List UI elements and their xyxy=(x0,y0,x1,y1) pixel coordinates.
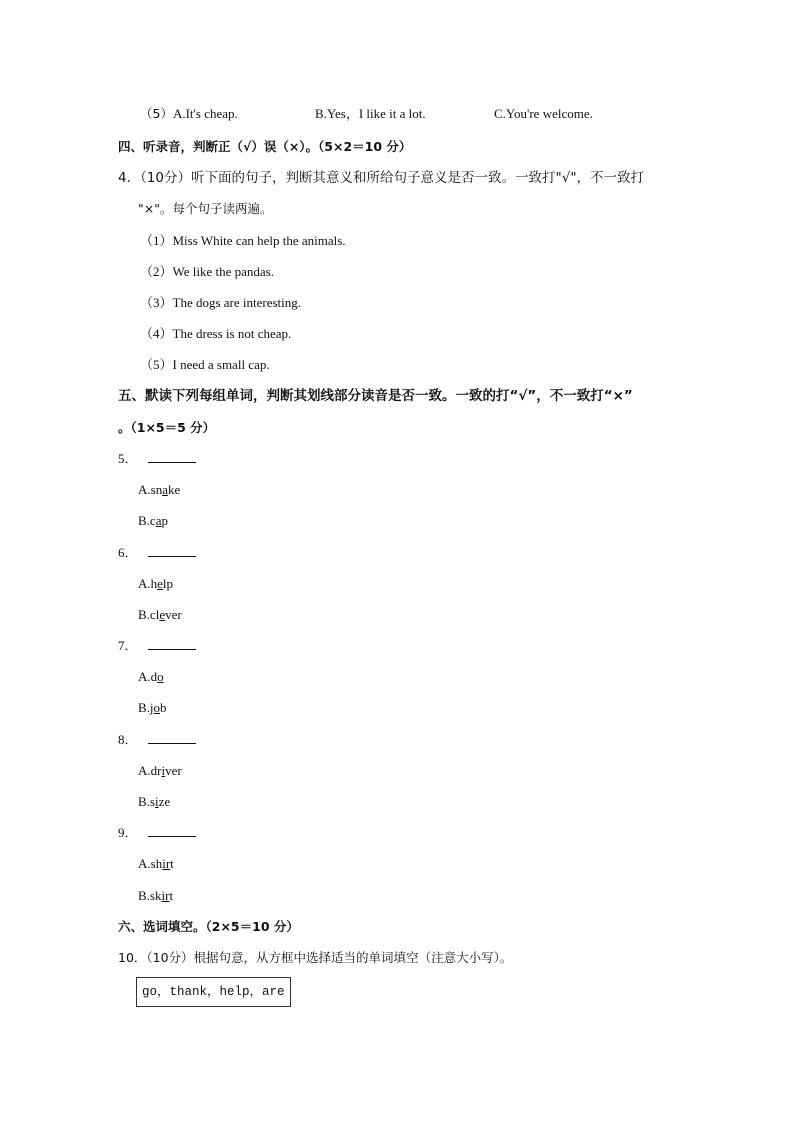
q4-instruction-line2: "×"。每个句子读两遍。 xyxy=(138,201,273,216)
q-number-row xyxy=(118,824,196,842)
section6-heading: 六、选词填空。（2×5＝10 分） xyxy=(118,919,299,934)
question-number: 9． xyxy=(118,825,138,840)
option-b: B.cap xyxy=(138,513,168,528)
q-number-row xyxy=(118,544,196,562)
option-b: B.clever xyxy=(138,607,182,622)
q5-number: （5） xyxy=(140,106,173,121)
q4-item-2: （2）We like the pandas. xyxy=(140,264,274,279)
q-number-row xyxy=(118,450,196,468)
option-a: A.help xyxy=(138,576,174,591)
answer-blank[interactable] xyxy=(148,637,196,650)
option-a: A.shirt xyxy=(138,856,174,871)
answer-blank[interactable] xyxy=(148,450,196,463)
q-number-row xyxy=(118,731,196,749)
q4-item-5: （5）I need a small cap. xyxy=(140,357,270,372)
section5-heading-line1: 五、默读下列每组单词，判断其划线部分读音是否一致。一致的打“√”，不一致打“×” xyxy=(118,388,633,404)
section4-heading: 四、听录音，判断正（√）误（×）。（5×2＝10 分） xyxy=(118,139,412,154)
q5-option-a: A.It's cheap. xyxy=(172,106,238,121)
option-b: B.size xyxy=(138,794,171,809)
q-number-row xyxy=(118,637,196,655)
q5-option-c: C.You're welcome. xyxy=(494,106,593,121)
option-b: B.job xyxy=(138,700,167,715)
option-b: B.skirt xyxy=(138,888,174,903)
q4-item-4: （4）The dress is not cheap. xyxy=(140,326,292,341)
section5-heading-line2: 。（1×5＝5 分） xyxy=(118,420,216,435)
q4-item-3: （3）The dogs are interesting. xyxy=(140,295,302,310)
option-a: A.do xyxy=(138,669,164,684)
q5-option-b: B.Yes，I like it a lot. xyxy=(315,106,426,121)
question-number: 6． xyxy=(118,545,138,560)
question-number: 8． xyxy=(118,732,138,747)
answer-blank[interactable] xyxy=(148,544,196,557)
q10-instruction: 10．（10分）根据句意，从方框中选择适当的单词填空（注意大小写）。 xyxy=(118,950,513,965)
question-number: 5． xyxy=(118,451,138,466)
question-number: 7． xyxy=(118,638,138,653)
q4-item-1: （1）Miss White can help the animals. xyxy=(140,233,346,248)
word-box: go，thank，help，are xyxy=(136,977,291,1007)
q4-instruction-line1: 4．（10分）听下面的句子，判断其意义和所给句子意义是否一致。一致打"√"，不一致打 xyxy=(118,170,645,186)
answer-blank[interactable] xyxy=(148,731,196,744)
answer-blank[interactable] xyxy=(148,824,196,837)
option-a: A.snake xyxy=(138,482,181,497)
option-a: A.driver xyxy=(138,763,182,778)
q5-options-row xyxy=(140,105,238,123)
